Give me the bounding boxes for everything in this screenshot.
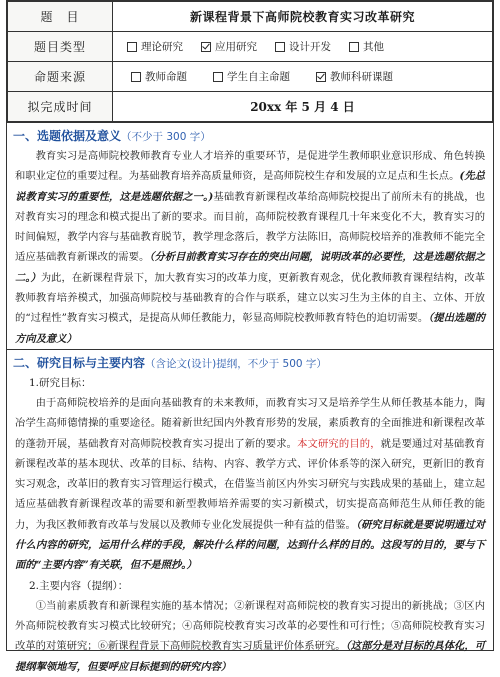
section1-heading <box>7 122 493 146</box>
type-options-cell <box>113 32 493 62</box>
source-option[interactable] <box>316 69 393 84</box>
option-label: 教师命题 <box>145 71 187 83</box>
type-option[interactable] <box>349 39 384 54</box>
annotation: （分析目前教育实习存在的突出问题，说明改革的必要性，这是选题依据之二。） <box>15 251 485 284</box>
checkbox-checked-icon[interactable] <box>201 42 211 52</box>
checkbox-icon[interactable] <box>275 42 285 52</box>
option-label: 设计开发 <box>289 41 331 53</box>
title-row <box>8 2 493 32</box>
section2-paragraph <box>7 393 493 576</box>
checkbox-icon[interactable] <box>127 42 137 52</box>
text: 基础教育新课程改革给高师院校提出了前所未有的挑战，也对教育实习的理念和模式提出了新的要求。而目前，高师院校教育课程几十年来变化不大，教育实习的时间偏短，教学内容与基础教育脱节，教学理念落后，教学方法陈旧，高师院校培养的准教师不能完全适应基础教育新课改的需要。 <box>15 190 485 264</box>
section1-paragraph <box>7 146 493 349</box>
annotation: （研究目标就是要说明通过对什么内容的研究，运用什么样的手段，解决什么样的问题，达到什么样的目的。这段写的目的，要与下面的“主要内容”有关联，但不是照抄。） <box>15 518 485 572</box>
checkbox-icon[interactable] <box>349 42 359 52</box>
source-option[interactable] <box>213 69 290 84</box>
title-value: 新课程背景下高师院校教育实习改革研究 <box>113 2 493 32</box>
source-options <box>117 69 488 84</box>
text: 由于高师院校培养的是面向基础教育的未来教师，而教育实习又是培养学生从师任教基本能力，陶冶学生高师德情操的重要途径。随着新世纪国内外教育形势的发展，素质教育的全面推进和新课程改革的蓬勃开展，基础教育对高师院校教育实习提出了新的要求。 <box>15 396 485 450</box>
annotation: （提出选题的方向及意义） <box>15 312 485 345</box>
section1-title: 一、选题依据及意义 <box>13 129 122 143</box>
subheading-content: 2.主要内容（提纲）： <box>29 579 129 592</box>
text: ①当前素质教育和新课程实施的基本情况；②新课程对高师院校的教育实习提出的新挑战；③区内外高师院校教育实习模式比较研究；④高师院校教育实习改革的必要性和可行性；⑤高师院校教育实习改革的对策研究；⑥新课程背景下高师院校教育实习质量评价体系研究。 <box>15 599 485 653</box>
type-options <box>117 39 488 54</box>
highlight-text: 本文研究的目的， <box>297 437 381 450</box>
option-label: 学生自主命题 <box>227 71 290 83</box>
checkbox-icon[interactable] <box>131 72 141 82</box>
type-label: 题目类型 <box>8 32 113 62</box>
date-value: 20xx 年 5 月 4 日 <box>113 92 493 122</box>
checkbox-checked-icon[interactable] <box>316 72 326 82</box>
proposal-page <box>6 0 494 673</box>
content-paragraph <box>7 596 493 677</box>
source-row <box>8 62 493 92</box>
option-label: 教师科研课题 <box>330 71 393 83</box>
annotation: （这部分是对目标的具体化，可提纲挈领地写，但要呼应目标提到的研究内容） <box>15 640 485 673</box>
source-option[interactable] <box>131 69 187 84</box>
section2-title: 二、研究目标与主要内容 <box>13 355 146 370</box>
type-row <box>8 32 493 62</box>
text: 为此，在新课程背景下，加大教育实习的改革力度，更新教育观念，优化教师教育课程结构，改革教师教育培养模式，加强高师院校与基础教育的合作与联系，建立以实习生为主体的自主、立体、开放的“过程性”教育实习模式，是提高从师任教能力，彰显高师院校教师教育特色的迫切需要。 <box>15 271 485 325</box>
source-options-cell <box>113 62 493 92</box>
option-label: 理论研究 <box>141 41 183 53</box>
text: 就是要通过对基础教育新课程改革的基本现状、改革的目标、结构、内容、教学方式、评价体系等的深入研究，更新旧的教育实习观念，改革旧的教育实习管理运行模式，在借鉴当前区内外实习研究与实践成果的基础上，建立起适应基础教育新课程改革的需要和新型教师培养需要的实习新模式，切实提高高师范生从师任教的能力，为我区教师教育改革与发展以及教师专业化发展提供一种有益的借鉴。 <box>15 437 486 531</box>
section2-heading <box>7 349 493 373</box>
type-option[interactable] <box>275 39 331 54</box>
date-label: 拟完成时间 <box>8 92 113 122</box>
section1-note: （不少于 300 字） <box>121 131 211 143</box>
source-label: 命题来源 <box>8 62 113 92</box>
info-table <box>7 1 493 122</box>
option-label: 应用研究 <box>215 41 257 53</box>
title-label: 题 目 <box>8 2 113 32</box>
checkbox-icon[interactable] <box>213 72 223 82</box>
text: 教育实习是高师院校教师教育专业人才培养的重要环节，是促进学生教师职业意识形成、角色转换和职业定位的重要过程。为基础教育培养高质量师资，是高师院校生存和发展的立足点和生长点。 <box>15 150 485 183</box>
option-label: 其他 <box>363 41 384 53</box>
type-option[interactable] <box>201 39 257 54</box>
type-option[interactable] <box>127 39 183 54</box>
annotation: (先总说教育实习的重要性，这是选题依据之一。) <box>15 170 485 203</box>
subheading-goal: 1.研究目标： <box>29 376 92 389</box>
date-row <box>8 92 493 122</box>
section2-note: （含论文(设计)提纲，不少于 500 字） <box>145 357 327 370</box>
